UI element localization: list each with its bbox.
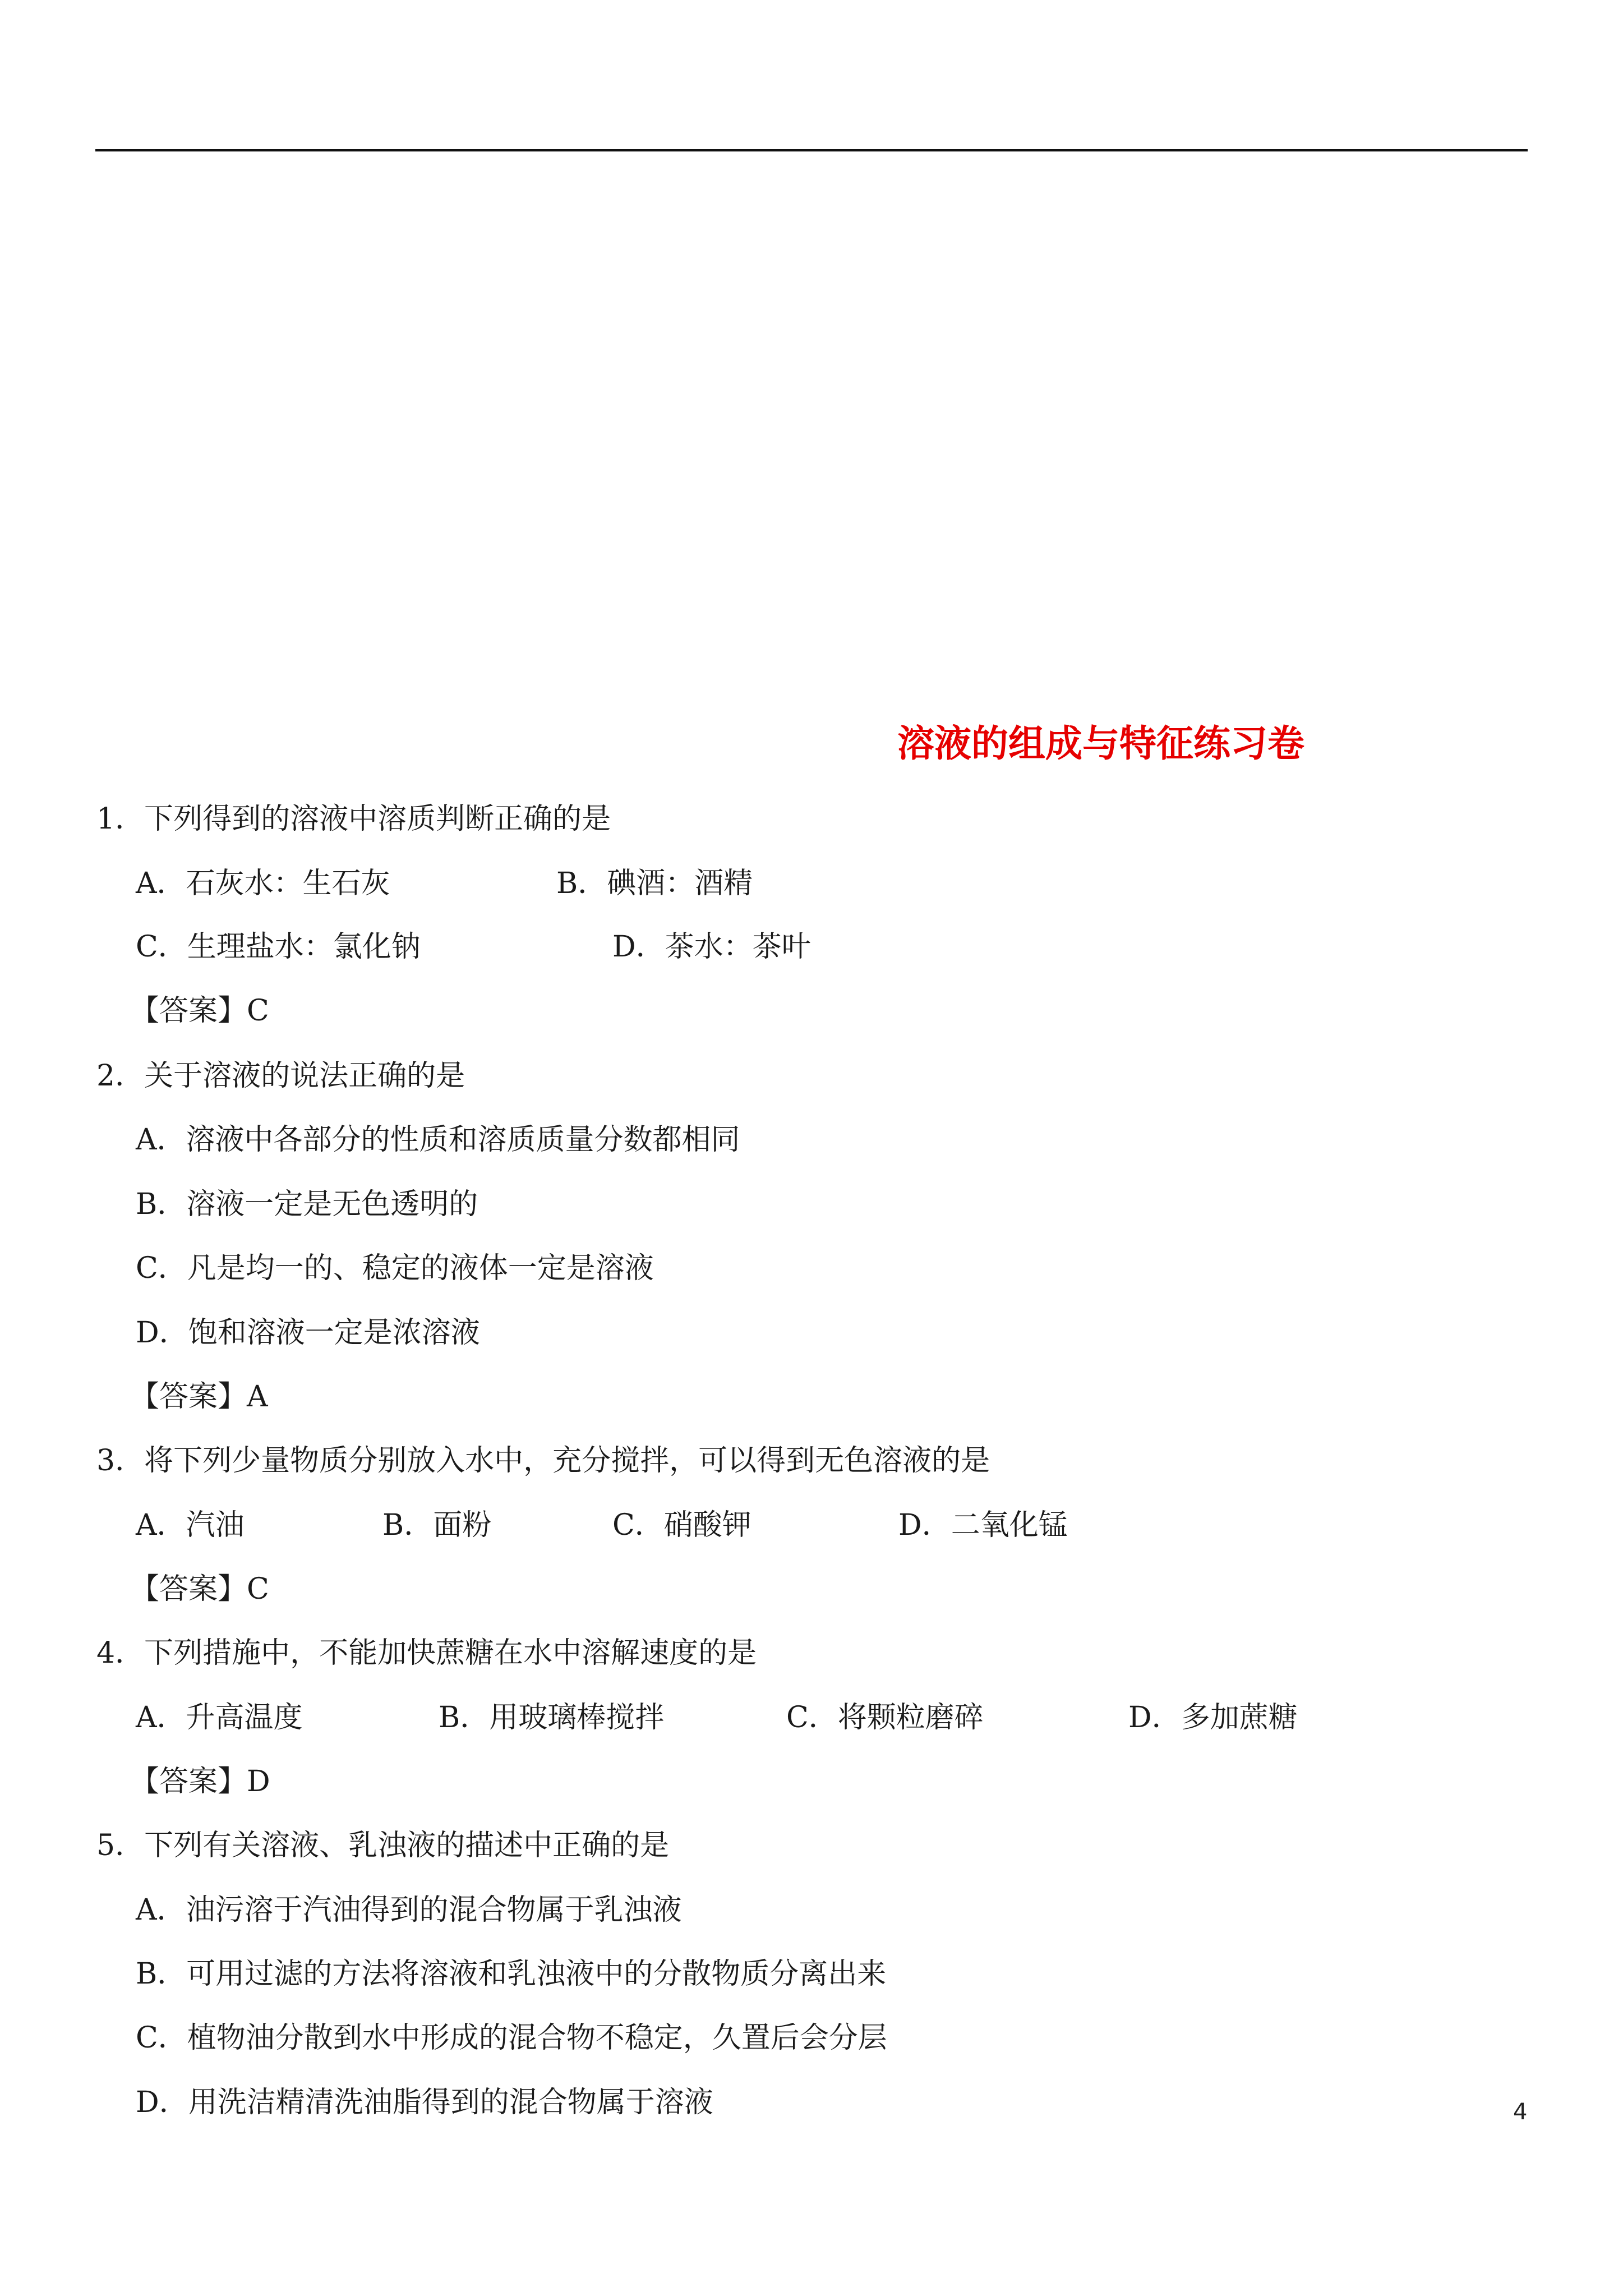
question-2-option-a: A．溶液中各部分的性质和溶质质量分数都相同 (136, 1123, 740, 1157)
question-3-option-a: A．汽油 (136, 1508, 245, 1542)
question-1-option-d: D．茶水：茶叶 (612, 930, 811, 964)
question-1-option-c: C．生理盐水：氯化钠 (136, 930, 421, 964)
question-1-option-a: A．石灰水：生石灰 (136, 867, 390, 900)
question-5-option-c: C．植物油分散到水中形成的混合物不稳定，久置后会分层 (136, 2021, 887, 2055)
document-title: 溶液的组成与特征练习卷 (897, 721, 1304, 765)
question-4-option-d: D．多加蔗糖 (1128, 1701, 1298, 1734)
question-4-stem: 4．下列措施中，不能加快蔗糖在水中溶解速度的是 (96, 1636, 757, 1670)
question-2-stem: 2．关于溶液的说法正确的是 (96, 1059, 465, 1093)
question-2-answer: 【答案】A (130, 1380, 268, 1414)
question-1-stem: 1．下列得到的溶液中溶质判断正确的是 (96, 802, 611, 836)
question-4-option-b: B．用玻璃棒搅拌 (439, 1701, 665, 1734)
question-1-option-b: B．碘酒：酒精 (556, 867, 753, 900)
question-3-answer: 【答案】C (130, 1572, 269, 1606)
question-2-option-b: B．溶液一定是无色透明的 (136, 1188, 478, 1221)
question-4-option-a: A．升高温度 (136, 1701, 303, 1734)
question-5-option-a: A．油污溶于汽油得到的混合物属于乳浊液 (136, 1893, 682, 1927)
question-3-stem: 3．将下列少量物质分别放入水中，充分搅拌，可以得到无色溶液的是 (96, 1444, 990, 1478)
question-4-option-c: C．将颗粒磨碎 (786, 1701, 984, 1734)
question-3-option-c: C．硝酸钾 (612, 1508, 751, 1542)
page-number: 4 (1513, 2099, 1528, 2125)
header-rule (95, 149, 1528, 151)
question-2-option-c: C．凡是均一的、稳定的液体一定是溶液 (136, 1251, 654, 1285)
question-1-answer: 【答案】C (130, 994, 269, 1028)
question-2-option-d: D．饱和溶液一定是浓溶液 (136, 1316, 480, 1350)
question-5-option-d: D．用洗洁精清洗油脂得到的混合物属于溶液 (136, 2086, 713, 2119)
question-3-option-b: B．面粉 (382, 1508, 492, 1542)
question-5-stem: 5．下列有关溶液、乳浊液的描述中正确的是 (96, 1829, 670, 1862)
question-3-option-d: D．二氧化锰 (898, 1508, 1068, 1542)
question-4-answer: 【答案】D (130, 1765, 270, 1798)
question-5-option-b: B．可用过滤的方法将溶液和乳浊液中的分散物质分离出来 (136, 1957, 887, 1991)
